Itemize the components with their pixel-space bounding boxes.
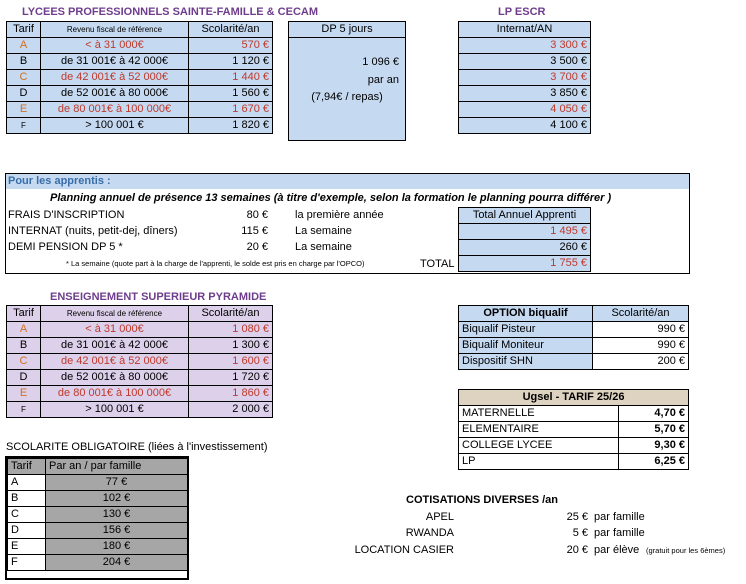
cotisation-label: APEL bbox=[425, 511, 454, 523]
tarif-cell: C bbox=[7, 354, 41, 370]
header-revenu: Revenu fiscal de référence bbox=[41, 22, 189, 38]
apprentis-note: * La semaine (quote part à la charge de l'apprenti, le solde est pris en charge par l'OPCO) bbox=[66, 259, 365, 268]
revenu-cell: de 80 001€ à 100 000€ bbox=[41, 386, 189, 402]
apprentis-row-desc: la première année bbox=[295, 209, 384, 221]
tarif-cell: D bbox=[7, 86, 41, 102]
tarif-cell: F bbox=[7, 118, 41, 134]
header-scolarite: Scolarité/an bbox=[189, 22, 273, 38]
scolarite-cell: 1 080 € bbox=[189, 322, 273, 338]
scolarite-cell: 1 300 € bbox=[189, 338, 273, 354]
apprentis-row-label: DEMI PENSION DP 5 * bbox=[8, 241, 123, 253]
escr-value: 3 700 € bbox=[459, 70, 591, 86]
ugsel-table bbox=[458, 389, 689, 470]
tarif-cell: D bbox=[7, 370, 41, 386]
apprentis-row-amount: 115 € bbox=[241, 225, 268, 237]
revenu-cell: de 42 001€ à 52 000€ bbox=[41, 354, 189, 370]
header-scolarite: Scolarité/an bbox=[189, 306, 273, 322]
revenu-cell: de 42 001€ à 52 000€ bbox=[41, 70, 189, 86]
revenu-cell: de 52 001€ à 80 000€ bbox=[41, 370, 189, 386]
table-row bbox=[8, 491, 188, 507]
biqualif-value: 990 € bbox=[593, 338, 689, 354]
cotisation-label: LOCATION CASIER bbox=[354, 544, 454, 556]
table-row bbox=[7, 38, 273, 54]
cotisation-label: RWANDA bbox=[405, 527, 454, 539]
ugsel-value: 5,70 € bbox=[619, 422, 689, 438]
revenu-cell: de 31 001€ à 42 000€ bbox=[41, 54, 189, 70]
table-row bbox=[7, 402, 273, 418]
pyramide-table bbox=[6, 305, 273, 418]
lycees-title: LYCEES PROFESSIONNELS SAINTE-FAMILLE & CECAM bbox=[22, 6, 319, 18]
cotisation-note: (gratuit pour les 6èmes) bbox=[646, 546, 726, 555]
apprentis-total-label: TOTAL bbox=[420, 258, 455, 270]
tarif-cell: B bbox=[7, 54, 41, 70]
scolarite-header-tarif: Tarif bbox=[8, 459, 46, 475]
ugsel-value: 6,25 € bbox=[619, 454, 689, 470]
scolarite-tarif: A bbox=[8, 475, 46, 491]
apprentis-row-label: FRAIS D'INSCRIPTION bbox=[8, 209, 125, 221]
apprentis-title: Pour les apprentis : bbox=[6, 174, 689, 189]
table-row bbox=[7, 102, 273, 118]
revenu-cell: de 80 001€ à 100 000€ bbox=[41, 102, 189, 118]
revenu-cell: > 100 001 € bbox=[41, 402, 189, 418]
table-row bbox=[7, 354, 273, 370]
tarif-cell: E bbox=[7, 102, 41, 118]
scolarite-cell: 1 440 € bbox=[189, 70, 273, 86]
tarif-cell: A bbox=[7, 322, 41, 338]
scolarite-table bbox=[7, 458, 188, 571]
table-row bbox=[7, 70, 273, 86]
apprentis-subtitle: Planning annuel de présence 13 semaines (à titre d'exemple, selon la formation le planning pourra différer ) bbox=[50, 192, 612, 204]
escr-value: 4 050 € bbox=[459, 102, 591, 118]
header-tarif: Tarif bbox=[7, 306, 41, 322]
cotisation-desc: par élève bbox=[594, 544, 640, 556]
revenu-cell: > 100 001 € bbox=[41, 118, 189, 134]
escr-header: Internat/AN bbox=[459, 22, 591, 38]
escr-value: 3 500 € bbox=[459, 54, 591, 70]
tarif-cell: C bbox=[7, 70, 41, 86]
total-header: Total Annuel Apprenti bbox=[459, 208, 591, 224]
biqualif-value: 990 € bbox=[593, 322, 689, 338]
ugsel-value: 4,70 € bbox=[619, 406, 689, 422]
ugsel-label: ELEMENTAIRE bbox=[459, 422, 619, 438]
cotisation-amount: 20 € bbox=[566, 544, 588, 556]
apprentis-row-desc: La semaine bbox=[295, 241, 352, 253]
scolarite-tarif: F bbox=[8, 555, 46, 571]
scolarite-cell: 1 820 € bbox=[189, 118, 273, 134]
scolarite-value: 156 € bbox=[46, 523, 188, 539]
scolarite-value: 130 € bbox=[46, 507, 188, 523]
scolarite-value: 204 € bbox=[46, 555, 188, 571]
ugsel-value: 9,30 € bbox=[619, 438, 689, 454]
tarif-cell: E bbox=[7, 386, 41, 402]
scolarite-cell: 1 600 € bbox=[189, 354, 273, 370]
table-row bbox=[7, 322, 273, 338]
dp-per: par an bbox=[367, 74, 399, 86]
escr-title: LP ESCR bbox=[498, 6, 546, 18]
table-row bbox=[459, 454, 689, 470]
scolarite-tarif: E bbox=[8, 539, 46, 555]
table-row bbox=[8, 507, 188, 523]
scolarite-title: SCOLARITE OBLIGATOIRE (liées à l'investissement) bbox=[6, 441, 268, 453]
table-header-row bbox=[7, 22, 273, 38]
apprentis-row-amount: 20 € bbox=[246, 241, 268, 253]
apprentis-total-table bbox=[458, 207, 591, 272]
revenu-cell: de 31 001€ à 42 000€ bbox=[41, 338, 189, 354]
tarif-cell: B bbox=[7, 338, 41, 354]
escr-value: 3 850 € bbox=[459, 86, 591, 102]
ugsel-header: Ugsel - TARIF 25/26 bbox=[459, 390, 689, 406]
biqualif-value: 200 € bbox=[593, 354, 689, 370]
ugsel-label: COLLEGE LYCEE bbox=[459, 438, 619, 454]
dp-header: DP 5 jours bbox=[289, 22, 405, 38]
tarif-cell: F bbox=[7, 402, 41, 418]
apprentis-row-amount: 80 € bbox=[246, 209, 268, 221]
scolarite-tarif: D bbox=[8, 523, 46, 539]
apprentis-row-label: INTERNAT (nuits, petit-dej, dîners) bbox=[8, 225, 178, 237]
table-row bbox=[459, 422, 689, 438]
table-row bbox=[459, 338, 689, 354]
scolarite-cell: 1 720 € bbox=[189, 370, 273, 386]
scolarite-value: 77 € bbox=[46, 475, 188, 491]
table-row bbox=[7, 370, 273, 386]
biqualif-label: Biqualif Pisteur bbox=[459, 322, 593, 338]
lycees-table bbox=[6, 21, 273, 134]
table-row bbox=[7, 338, 273, 354]
scolarite-value: 180 € bbox=[46, 539, 188, 555]
cotisation-amount: 5 € bbox=[572, 527, 588, 539]
cotisation-desc: par famille bbox=[594, 527, 645, 539]
dp-box bbox=[288, 21, 406, 141]
scolarite-header-value: Par an / par famille bbox=[46, 459, 188, 475]
total-value: 1 495 € bbox=[459, 224, 591, 240]
ugsel-label: LP bbox=[459, 454, 619, 470]
table-row bbox=[459, 322, 689, 338]
scolarite-cell: 570 € bbox=[189, 38, 273, 54]
tarif-cell: A bbox=[7, 38, 41, 54]
dp-repas: (7,94€ / repas) bbox=[311, 91, 383, 103]
table-row bbox=[7, 54, 273, 70]
table-row bbox=[459, 354, 689, 370]
cotisations-title: COTISATIONS DIVERSES /an bbox=[406, 494, 558, 506]
dp-amount: 1 096 € bbox=[362, 56, 399, 68]
table-row bbox=[7, 86, 273, 102]
biqualif-header: OPTION biqualif bbox=[459, 306, 593, 322]
pyramide-title: ENSEIGNEMENT SUPERIEUR PYRAMIDE bbox=[50, 291, 267, 303]
table-row bbox=[7, 118, 273, 134]
biqualif-table bbox=[458, 305, 689, 370]
scolarite-tarif: C bbox=[8, 507, 46, 523]
scolarite-tarif: B bbox=[8, 491, 46, 507]
header-tarif: Tarif bbox=[7, 22, 41, 38]
escr-table bbox=[458, 21, 591, 134]
biqualif-label: Biqualif Moniteur bbox=[459, 338, 593, 354]
revenu-cell: < à 31 000€ bbox=[41, 322, 189, 338]
table-row bbox=[8, 555, 188, 571]
cotisation-desc: par famille bbox=[594, 511, 645, 523]
revenu-cell: < à 31 000€ bbox=[41, 38, 189, 54]
cotisation-amount: 25 € bbox=[566, 511, 588, 523]
table-row bbox=[459, 438, 689, 454]
table-row bbox=[8, 539, 188, 555]
total-value: 260 € bbox=[459, 240, 591, 256]
header-revenu: Revenu fiscal de référence bbox=[41, 306, 189, 322]
apprentis-row-desc: La semaine bbox=[295, 225, 352, 237]
scolarite-value: 102 € bbox=[46, 491, 188, 507]
table-row bbox=[7, 386, 273, 402]
biqualif-label: Dispositif SHN bbox=[459, 354, 593, 370]
table-row bbox=[8, 475, 188, 491]
table-row bbox=[8, 523, 188, 539]
ugsel-label: MATERNELLE bbox=[459, 406, 619, 422]
revenu-cell: de 52 001€ à 80 000€ bbox=[41, 86, 189, 102]
escr-value: 4 100 € bbox=[459, 118, 591, 134]
scolarite-cell: 1 670 € bbox=[189, 102, 273, 118]
scolarite-cell: 1 560 € bbox=[189, 86, 273, 102]
scolarite-cell: 1 860 € bbox=[189, 386, 273, 402]
table-row bbox=[459, 406, 689, 422]
total-value: 1 755 € bbox=[459, 256, 591, 272]
escr-value: 3 300 € bbox=[459, 38, 591, 54]
biqualif-header-scolarite: Scolarité/an bbox=[593, 306, 689, 322]
scolarite-cell: 1 120 € bbox=[189, 54, 273, 70]
scolarite-cell: 2 000 € bbox=[189, 402, 273, 418]
